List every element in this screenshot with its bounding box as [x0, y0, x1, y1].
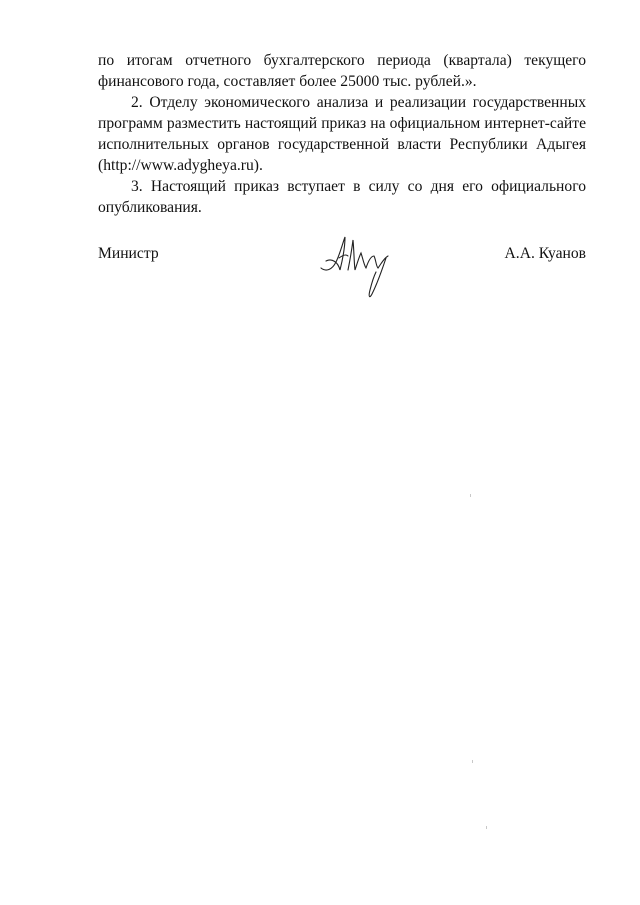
- paragraph-item-2: 2. Отделу экономического анализа и реализации государственных программ разместить настоящий приказ на официальном интернет-сайте исполнительных органов государственной власти Республики Адыгея (http://www.adygheya.ru).: [98, 94, 586, 174]
- handwritten-signature: [318, 228, 396, 308]
- position-title: Министр: [98, 245, 159, 262]
- scan-speck: [486, 826, 487, 829]
- paragraph-item-3: 3. Настоящий приказ вступает в силу со дня его официального опубликования.: [98, 178, 586, 216]
- document-body: [98, 50, 586, 218]
- signer-name: А.А. Куанов: [504, 245, 586, 262]
- scan-speck: [470, 494, 471, 497]
- scan-speck: [472, 760, 473, 763]
- paragraph-continuation: по итогам отчетного бухгалтерского периода (квартала) текущего финансового года, составляет более 25000 тыс. рублей.».: [98, 52, 586, 90]
